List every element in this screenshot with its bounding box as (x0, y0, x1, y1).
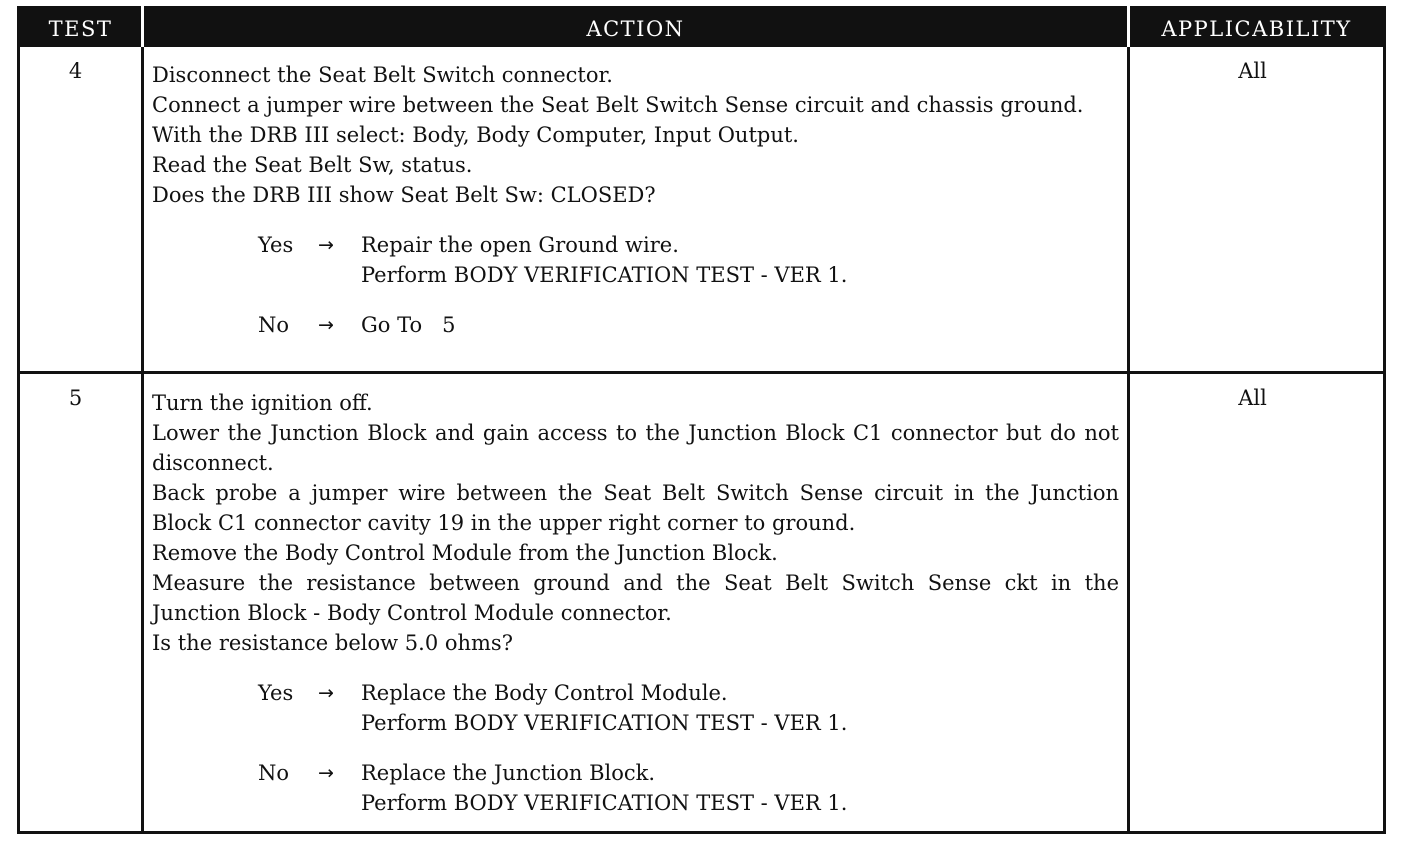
step-item: Connect a jumper wire between the Seat Belt Switch Sense circuit and chassis ground. (152, 92, 1084, 117)
result-line: Replace the Junction Block. (361, 761, 656, 785)
step-list (152, 60, 1119, 210)
result-line: Perform BODY VERIFICATION TEST - VER 1. (361, 262, 848, 287)
diagnostic-test-table (17, 6, 1386, 834)
table-header-row (19, 8, 1385, 47)
right-arrow-icon: → (318, 233, 334, 256)
step-item: Does the DRB III show Seat Belt Sw: CLOSED? (152, 182, 656, 207)
outcome-result (361, 758, 1119, 818)
step-item: Lower the Junction Block and gain access to the Junction Block C1 connector but do not disconnect. (152, 421, 1119, 475)
right-arrow-icon: → (318, 313, 334, 336)
outcome-yes (152, 230, 1119, 290)
result-line: Perform BODY VERIFICATION TEST - VER 1. (361, 791, 848, 815)
answer-label: Yes (258, 681, 294, 705)
answer-label: No (258, 312, 290, 337)
header-test: TEST (19, 8, 143, 47)
outcome-result (361, 310, 1119, 340)
result-line: Go To 5 (361, 312, 456, 337)
test-number: 4 (68, 58, 83, 83)
answer-label: No (258, 761, 290, 785)
step-item: Turn the ignition off. (152, 391, 373, 415)
applicability-value: All (1129, 373, 1385, 833)
test-number: 5 (19, 373, 143, 833)
step-item: Is the resistance below 5.0 ohms? (152, 631, 513, 655)
result-line: Perform BODY VERIFICATION TEST - VER 1. (361, 711, 848, 735)
step-list (152, 388, 1119, 658)
outcome-result (361, 678, 1119, 738)
applicability-value: All (1129, 47, 1385, 373)
header-applicability: APPLICABILITY (1129, 8, 1385, 47)
step-item: With the DRB III select: Body, Body Computer, Input Output. (152, 122, 799, 147)
table-row-test-4 (19, 47, 1385, 373)
outcome-no (152, 758, 1119, 818)
action-cell (143, 373, 1129, 833)
step-item: Remove the Body Control Module from the Junction Block. (152, 541, 778, 565)
result-line: Repair the open Ground wire. (361, 232, 679, 257)
step-item: Back probe a jumper wire between the Seat Belt Switch Sense circuit in the Junction Block C1 connector cavity 19 in the upper right corner to ground. (152, 481, 1119, 535)
step-item: Read the Seat Belt Sw, status. (152, 152, 473, 177)
answer-label: Yes (258, 232, 294, 257)
step-item: Disconnect the Seat Belt Switch connector. (152, 62, 613, 87)
outcome-no (152, 310, 1119, 340)
table-row-test-5 (19, 373, 1385, 833)
header-action: ACTION (143, 8, 1129, 47)
right-arrow-icon: → (318, 762, 334, 784)
result-line: Replace the Body Control Module. (361, 681, 728, 705)
outcome-result (361, 230, 1119, 290)
step-item: Measure the resistance between ground and the Seat Belt Switch Sense ckt in the Junction Block - Body Control Module connector. (152, 571, 1119, 625)
right-arrow-icon: → (318, 682, 334, 704)
outcome-yes (152, 678, 1119, 738)
action-cell (143, 47, 1129, 373)
